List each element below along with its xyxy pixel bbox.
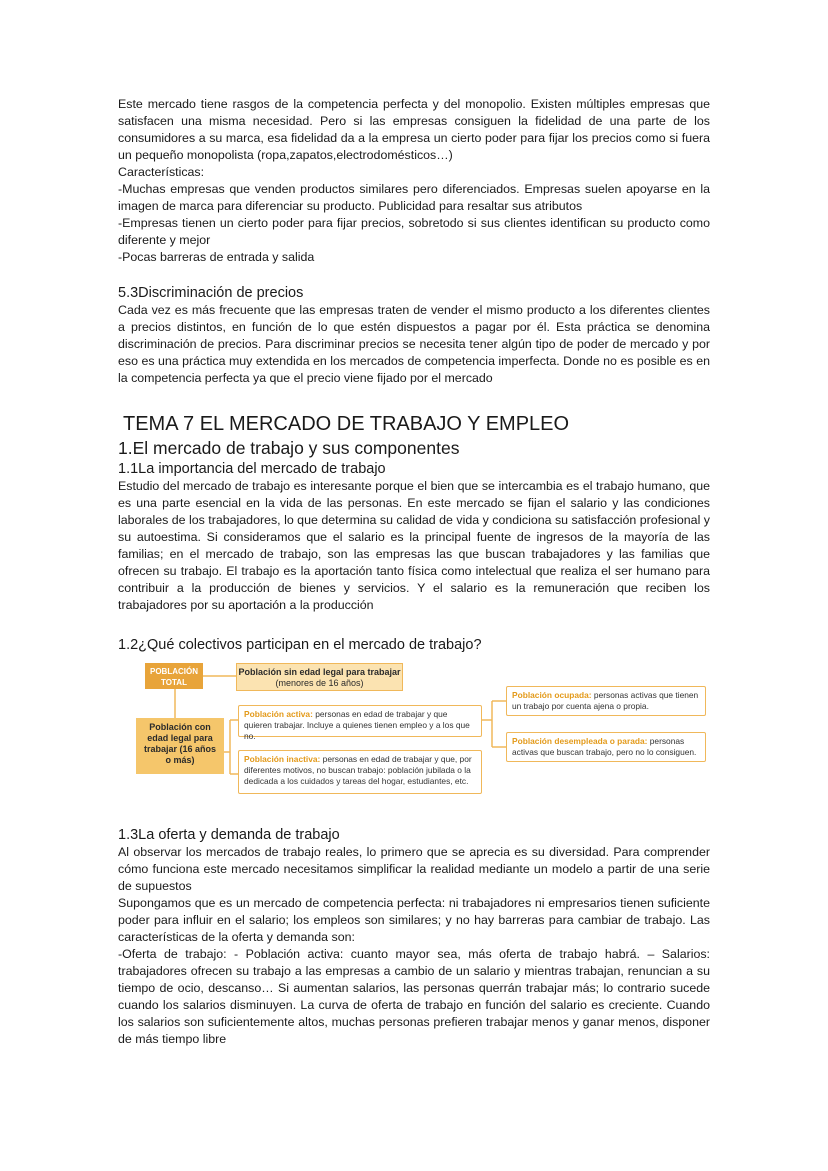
chapter-title: TEMA 7 EL MERCADO DE TRABAJO Y EMPLEO	[123, 413, 570, 435]
underage-population-subtitle: (menores de 16 años)	[275, 678, 364, 688]
inactive-population-text: personas en edad de trabajar y que, por diferentes motivos, no buscan trabajo: población jubilada o la dedicada a los cuidados y tareas del hogar, estudiantes, etc.	[244, 754, 472, 786]
section-1-3-paragraph: Al observar los mercados de trabajo reales, lo primero que se aprecia es su diversidad. Para comprender cómo funciona este mercado necesitamos simplificar la realidad mediante un modelo a partir de una serie de supuestos	[118, 845, 710, 893]
section-1-3-paragraph: Supongamos que es un mercado de competencia perfecta: ni trabajadores ni empresarios tienen suficiente poder para influir en el salario; los empleos son similares; y no hay barreras para cambiar de trabajo. Las características de la oferta y demanda son:	[118, 896, 710, 944]
employed-population-box	[506, 686, 706, 716]
feature-item: -Empresas tienen un cierto poder para fijar precios, sobretodo si sus clientes identifican su producto como diferente y mejor	[118, 216, 710, 247]
unemployed-population-text: personas activas que buscan trabajo, pero no lo consiguen.	[512, 736, 697, 757]
employed-population-text: personas activas que tienen un trabajo por cuenta ajena o propia.	[512, 690, 699, 711]
document-page	[118, 96, 710, 1048]
feature-item: -Muchas empresas que venden productos similares pero diferenciados. Empresas suelen apoyarse en la imagen de marca para diferenciar su producto. Publicidad para resaltar sus atributos	[118, 182, 710, 213]
section-1-1-text: Estudio del mercado de trabajo es interesante porque el bien que se intercambia es el trabajo humano, que es una parte esencial en la vida de las personas. En este mercado se fijan el salario y las condiciones laborales de los trabajadores, lo que determina su calidad de vida y condiciona su satisfacción profesional y su autoestima. Si consideramos que el salario es la principal fuente de ingresos de la mayoría de las familias; en el mercado de trabajo, son las empresas las que buscan trabajadores y las familias que ofrecen su trabajo. El trabajo es la aportación tanto física como intelectual que realiza el ser humano para contribuir a la producción de bienes y servicios. Y el salario es la remuneración que reciben los trabajadores por su aportación a la producción	[118, 479, 710, 612]
active-population-text: personas en edad de trabajar y que quieren trabajar. Incluye a quienes tienen empleo y a los que no.	[244, 709, 470, 741]
working-age-population-label: Población con edad legal para trabajar (16 años o más)	[136, 718, 224, 774]
unemployed-population-title: Población desempleada o parada:	[512, 736, 648, 746]
section-5-3-text: Cada vez es más frecuente que las empresas traten de vender el mismo producto a los diferentes clientes a precios distintos, en función de lo que estén dispuestos a pagar por él. Esta práctica se denomina discriminación de precios. Para discriminar precios se necesita tener algún tipo de poder de mercado y por eso es una práctica muy extendida en los mercados de competencia imperfecta. Donde no es posible es en la competencia perfecta ya que el precio viene fijado por el mercado	[118, 303, 710, 385]
features-heading: Características:	[118, 165, 205, 179]
section-title-1: 1.El mercado de trabajo y sus componentes	[118, 438, 460, 458]
section-title-1-1: 1.1La importancia del mercado de trabajo	[118, 461, 386, 477]
total-population-label: POBLACIÓN TOTAL	[145, 663, 203, 689]
underage-population-title: Población sin edad legal para trabajar	[238, 667, 401, 677]
section-title-1-3: 1.3La oferta y demanda de trabajo	[118, 827, 340, 843]
section-1-3-paragraph: -Oferta de trabajo: - Población activa: cuanto mayor sea, más oferta de trabajo habrá. – Salarios: trabajadores ofrecen su trabajo a las empresas a cambio de un salario y mientras trabajan, renuncian a su tiempo de ocio, descanso… Si aumentan salarios, las personas querrán trabajar más; lo contrario sucede cuando los salarios disminuyen. La curva de oferta de trabajo en función del salario es creciente. Cuando los salarios son suficientemente altos, muchas personas prefieren trabajar menos y ganar menos, disponer de más tiempo libre	[118, 947, 710, 1046]
underage-population-box	[236, 663, 403, 691]
section-title-5-3: 5.3Discriminación de precios	[118, 285, 304, 301]
inactive-population-box	[238, 750, 482, 794]
active-population-title: Población activa:	[244, 709, 313, 719]
employed-population-title: Población ocupada:	[512, 690, 592, 700]
section-title-1-2: 1.2¿Qué colectivos participan en el mercado de trabajo?	[118, 637, 482, 653]
feature-item: -Pocas barreras de entrada y salida	[118, 250, 315, 264]
population-diagram	[118, 662, 710, 796]
intro-paragraph: Este mercado tiene rasgos de la competencia perfecta y del monopolio. Existen múltiples empresas que satisfacen una misma necesidad. Pero si las empresas consiguen la fidelidad de una parte de los consumidores a su marca, esa fidelidad da a la empresa un cierto poder para fijar los precios como si fuera un pequeño monopolista (ropa,zapatos,electrodomésticos…)	[118, 97, 710, 162]
unemployed-population-box	[506, 732, 706, 762]
active-population-box	[238, 705, 482, 741]
inactive-population-title: Población inactiva:	[244, 754, 321, 764]
